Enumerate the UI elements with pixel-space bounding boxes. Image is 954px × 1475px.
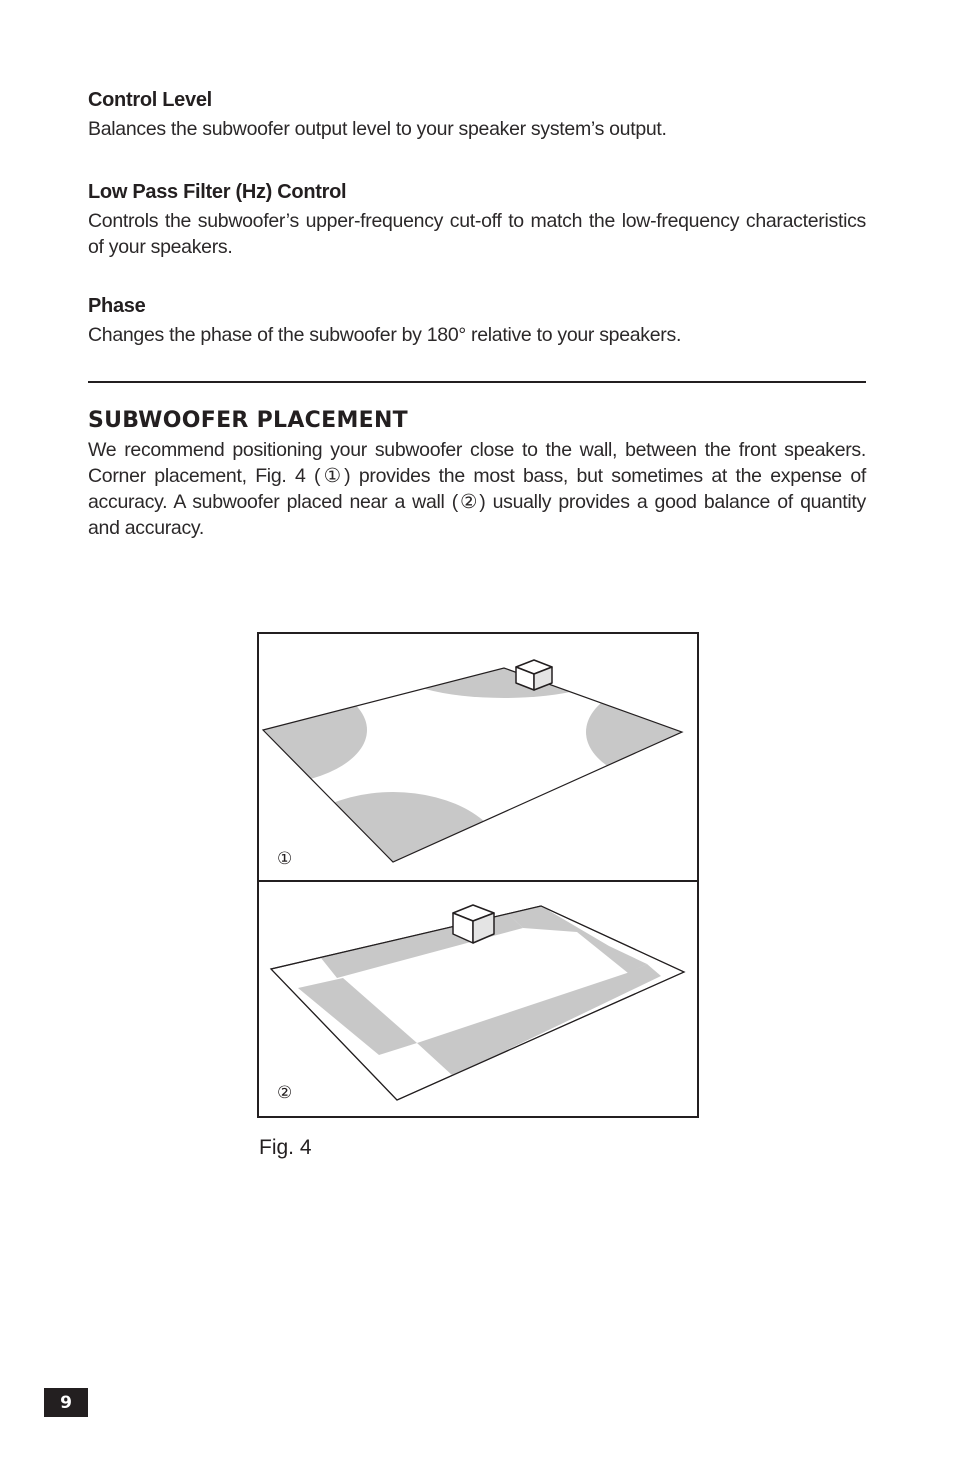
section-low-pass-filter [88, 178, 866, 260]
subwoofer-cube [516, 660, 552, 690]
section-body: Controls the subwoofer’s upper-frequency cut-off to match the low-frequency characteristics of your speakers. [88, 210, 866, 258]
placement-heading: SUBWOOFER PLACEMENT [88, 408, 408, 433]
section-divider [88, 381, 866, 383]
section-body: Balances the subwoofer output level to your speaker system’s output. [88, 118, 667, 140]
section-heading: Low Pass Filter (Hz) Control [88, 181, 347, 203]
section-control-level [88, 86, 866, 142]
placement-figure [257, 632, 699, 1118]
control-descriptions [88, 86, 866, 372]
section-heading: Control Level [88, 89, 212, 111]
section-heading: Phase [88, 295, 146, 317]
panel1-label: ① [277, 849, 293, 869]
figure-caption: Fig. 4 [259, 1136, 312, 1159]
subwoofer-cube [453, 905, 494, 943]
section-phase [88, 292, 866, 348]
page-number: 9 [44, 1388, 88, 1417]
placement-body: We recommend positioning your subwoofer close to the wall, between the front speakers. Corner placement, Fig. 4 (①) provides the most bass, but sometimes at the expense of accuracy. A subwoofer placed near a wall (②) usually provides a good balance of quantity and accuracy. [88, 439, 866, 539]
panel2-label: ② [277, 1083, 293, 1103]
section-body: Changes the phase of the subwoofer by 180° relative to your speakers. [88, 324, 682, 346]
placement-diagram [257, 632, 699, 1118]
